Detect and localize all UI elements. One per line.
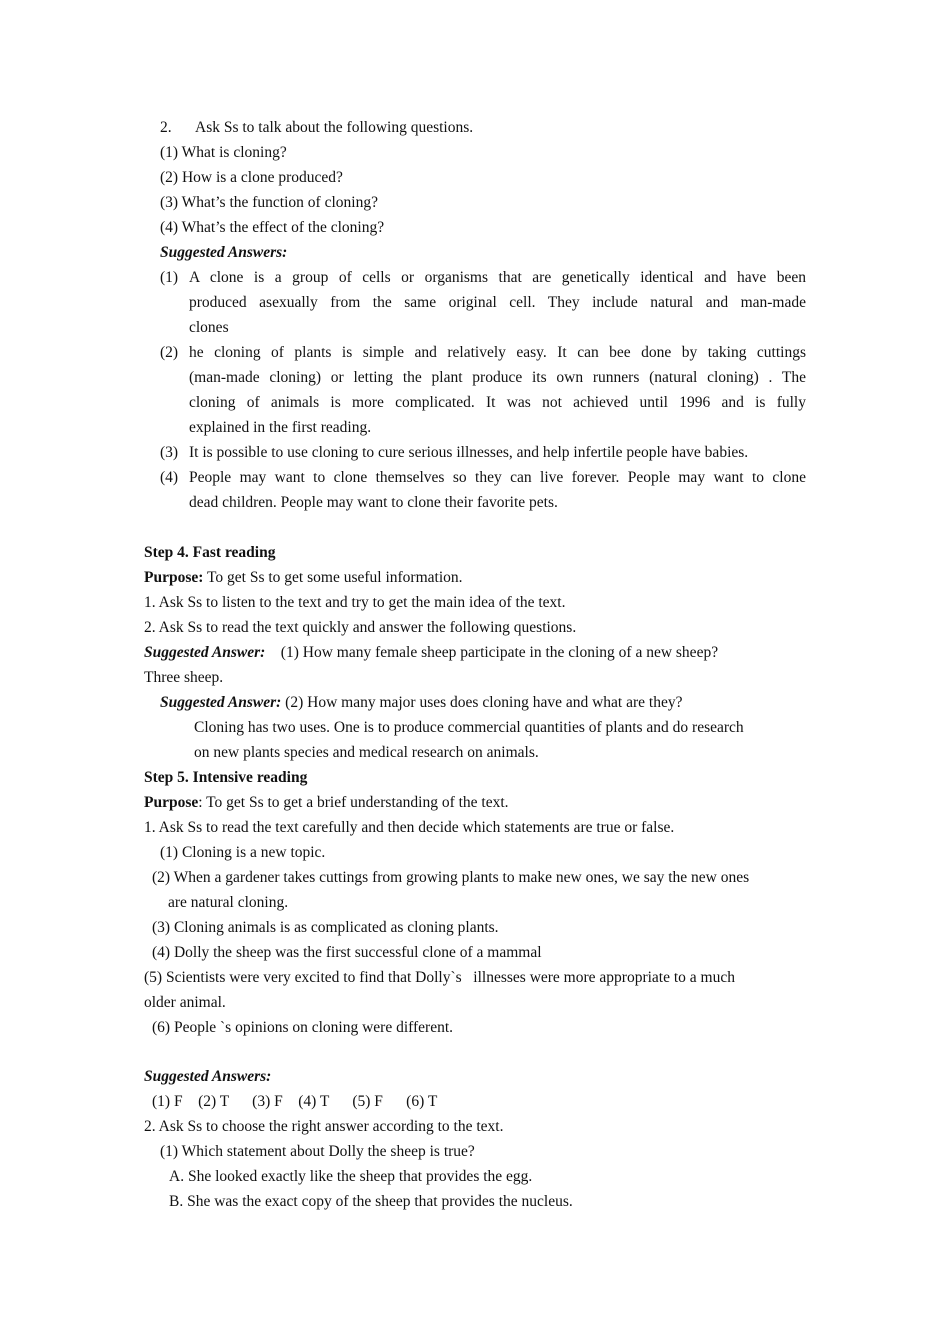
answer-line: clones [189,319,229,336]
mc-question-1: (1) Which statement about Dolly the sheep is true? [160,1143,475,1160]
suggested-answers-label: Suggested Answers: [160,244,288,261]
statement-5-cont: older animal. [144,994,226,1011]
statement-2: (2) When a gardener takes cuttings from growing plants to make new ones, we say the new ones [152,869,750,886]
purpose-text: : To get Ss to get a brief understanding of the text. [198,794,509,811]
step4-answer-2-line: on new plants species and medical research on animals. [194,744,539,761]
step4-item-2: 2. Ask Ss to read the text quickly and answer the following questions. [144,619,577,636]
step5-item-1: 1. Ask Ss to read the text carefully and then decide which statements are true or false. [144,819,675,836]
step4-purpose [144,568,463,588]
step5-item-2: 2. Ask Ss to choose the right answer according to the text. [144,1118,504,1135]
question-4: (4) What’s the effect of the cloning? [160,219,385,236]
statement-6: (6) People `s opinions on cloning were different. [152,1019,454,1036]
step5-purpose [144,793,509,813]
answer-number: (1) [160,269,179,286]
task-heading: Ask Ss to talk about the following questions. [195,119,474,136]
answer-line: cloning of animals is more complicated. It was not achieved until 1996 and is fully [189,394,806,411]
suggested-answer-label: Suggested Answer: [160,694,282,711]
mc-option-a: A. She looked exactly like the sheep that provides the egg. [169,1168,533,1185]
question-1: (1) What is cloning? [160,144,287,161]
answer-line: It is possible to use cloning to cure serious illnesses, and help infertile people have babies. [189,444,749,461]
answer-number: (3) [160,444,179,461]
suggested-answers-label: Suggested Answers: [144,1068,272,1085]
question-2: (2) How is a clone produced? [160,169,343,186]
mc-option-b: B. She was the exact copy of the sheep that provides the nucleus. [169,1193,573,1210]
answer-line: explained in the first reading. [189,419,372,436]
statement-1: (1) Cloning is a new topic. [160,844,326,861]
answer-line: dead children. People may want to clone their favorite pets. [189,494,558,511]
tf-answers: (1) F (2) T (3) F (4) T (5) F (6) T [152,1093,438,1110]
answer-number: (4) [160,469,179,486]
answer-line: he cloning of plants is simple and relatively easy. It can bee done by taking cuttings [189,344,806,361]
answer-number: (2) [160,344,179,361]
step4-answer-1-text: Three sheep. [144,669,224,686]
step4-heading: Step 4. Fast reading [144,544,276,561]
step4-answer-2 [160,693,682,713]
purpose-label: Purpose [144,794,199,811]
purpose-text: To get Ss to get some useful information. [203,569,463,586]
purpose-label: Purpose: [144,569,204,586]
question-3: (3) What’s the function of cloning? [160,194,378,211]
answer-line: People may want to clone themselves so they can live forever. People may want to clone [189,469,806,486]
answer-question: (1) How many female sheep participate in the cloning of a new sheep? [265,644,719,661]
statement-2-cont: are natural cloning. [168,894,289,911]
suggested-answer-label: Suggested Answer: [144,644,266,661]
step4-answer-2-line: Cloning has two uses. One is to produce commercial quantities of plants and do research [194,719,744,736]
statement-3: (3) Cloning animals is as complicated as cloning plants. [152,919,499,936]
answer-line: (man-made cloning) or letting the plant produce its own runners (natural cloning) . The [189,369,806,386]
step4-answer-1 [144,643,718,663]
answer-question: (2) How many major uses does cloning have and what are they? [281,694,683,711]
statement-4: (4) Dolly the sheep was the first successful clone of a mammal [152,944,542,961]
answer-line: A clone is a group of cells or organisms that are genetically identical and have been [189,269,806,286]
step4-item-1: 1. Ask Ss to listen to the text and try to get the main idea of the text. [144,594,566,611]
answer-line: produced asexually from the same original cell. They include natural and man-made [189,294,806,311]
statement-5: (5) Scientists were very excited to find that Dolly`s illnesses were more appropriate to a much [144,969,735,986]
task-number: 2. [160,119,172,136]
step5-heading: Step 5. Intensive reading [144,769,308,786]
